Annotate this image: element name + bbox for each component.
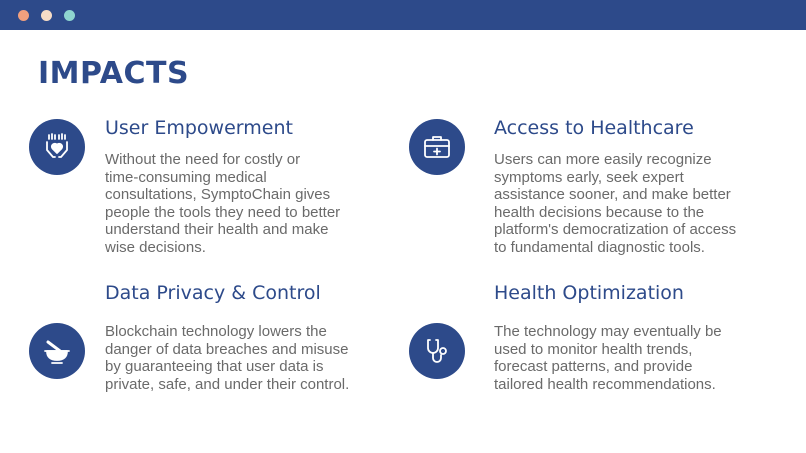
body-line: used to monitor health trends, (494, 340, 693, 358)
section-heading-data-privacy-control: Data Privacy & Control (105, 282, 321, 304)
body-line: Without the need for costly or (105, 151, 301, 168)
body-line: wise decisions. (105, 238, 206, 256)
body-line: danger of data breaches and misuse (105, 340, 349, 358)
window-dot-minimize[interactable] (41, 10, 52, 21)
hands-holding-heart-icon (29, 119, 85, 175)
body-line: by guaranteeing that user data is (105, 358, 324, 376)
stethoscope-icon (409, 323, 465, 379)
medical-kit-icon (409, 119, 465, 175)
body-line: people the tools they need to better (105, 203, 341, 221)
top-bar (0, 0, 806, 30)
body-line: Blockchain technology lowers the (105, 323, 327, 340)
body-line: health decisions because to the (494, 203, 705, 221)
body-line: assistance sooner, and make better (494, 186, 731, 204)
window-dot-maximize[interactable] (64, 10, 75, 21)
section-heading-health-optimization: Health Optimization (494, 282, 684, 304)
body-line: consultations, SymptoChain gives (105, 186, 331, 204)
body-line: symptoms early, seek expert (494, 168, 684, 186)
body-line: Users can more easily recognize (494, 151, 712, 168)
page-title: IMPACTS (38, 56, 190, 91)
body-line: tailored health recommendations. (494, 375, 716, 393)
mortar-pestle-icon (29, 323, 85, 379)
section-body-user-empowerment (105, 151, 340, 257)
section-heading-access-to-healthcare: Access to Healthcare (494, 117, 694, 139)
section-heading-user-empowerment: User Empowerment (105, 117, 293, 139)
window-dot-close[interactable] (18, 10, 29, 21)
body-line: private, safe, and under their control. (105, 375, 350, 393)
body-line: The technology may eventually be (494, 323, 722, 340)
body-line: platform's democratization of access (494, 221, 737, 239)
body-line: understand their health and make (105, 221, 329, 239)
body-line: forecast patterns, and provide (494, 358, 693, 376)
body-line: to fundamental diagnostic tools. (494, 238, 705, 256)
section-body-health-optimization (494, 323, 722, 393)
section-body-data-privacy-control (105, 323, 349, 393)
body-line: time-consuming medical (105, 168, 267, 186)
section-body-access-to-healthcare (494, 151, 736, 257)
